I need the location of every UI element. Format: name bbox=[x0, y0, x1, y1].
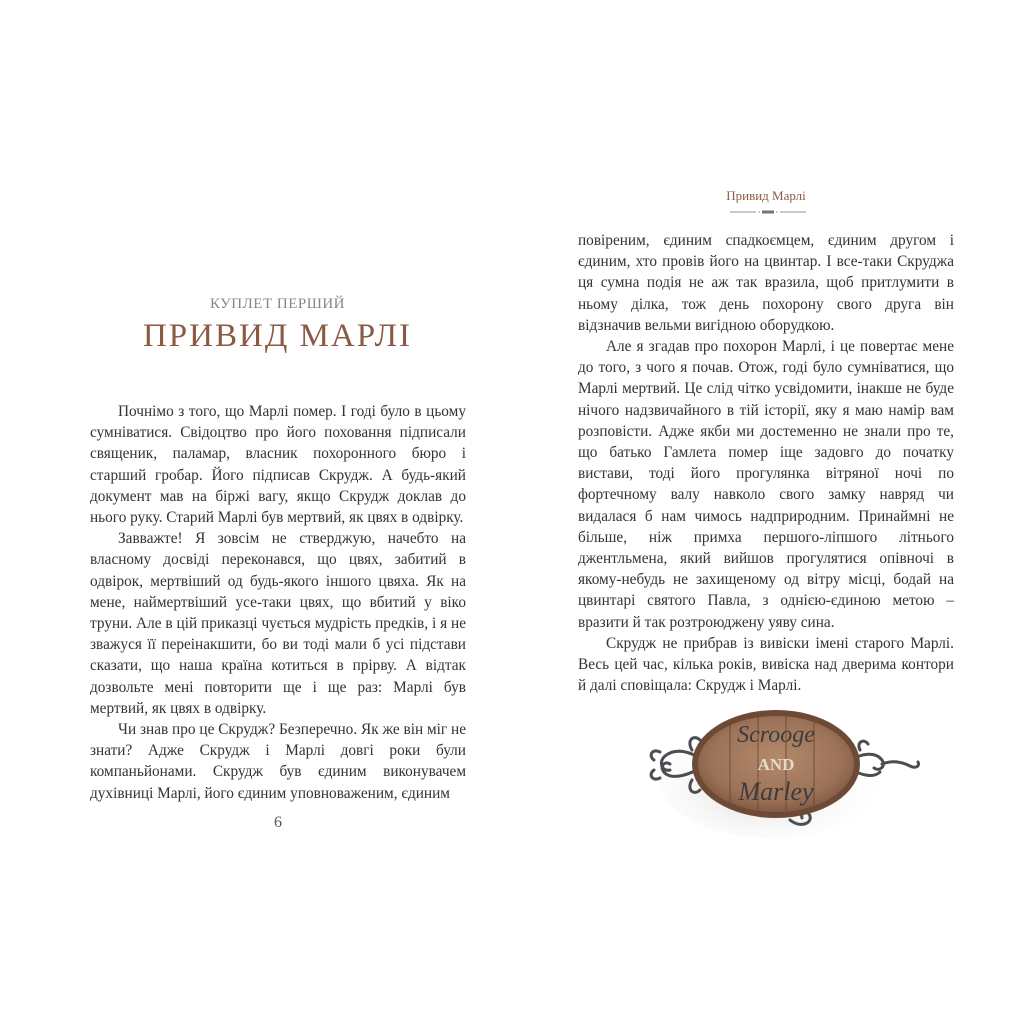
left-page-body bbox=[90, 401, 466, 804]
chapter-title: ПРИВИД МАРЛІ bbox=[142, 318, 413, 354]
paragraph: Скрудж не прибрав із вивіски імені старого Марлі. Весь цей час, кілька років, вивіска над дверима контори й далі сповіщала: Скрудж і Марлі. bbox=[578, 634, 954, 695]
paragraph: Чи знав про це Скрудж? Безперечно. Як же він міг не знати? Адже Скрудж і Марлі довгі роки були компаньйонами. Скрудж був єдиним виконувачем духівниці Марлі, його єдиним уповноваженим, єдиним bbox=[90, 721, 466, 802]
divider-ornament-icon bbox=[728, 208, 808, 216]
page-number: 6 bbox=[274, 814, 282, 831]
sign-line-2: AND bbox=[757, 755, 795, 774]
sign-line-3: Marley bbox=[738, 777, 814, 806]
running-head: Привид Марлі bbox=[726, 188, 806, 203]
right-page bbox=[512, 0, 1024, 1024]
scrooge-and-marley-sign-icon bbox=[630, 690, 930, 840]
paragraph: Почнімо з того, що Марлі помер. І годі було в цьому сумніватися. Свідоцтво про його поховання підписали священик, паламар, власник похоронного бюро і старший гробар. Його підписав Скрудж. А будь-який документ мав на біржі вагу, якщо Скрудж доклав до нього руку. Старий Марлі був мертвий, як цвях в одвірку. bbox=[90, 403, 466, 527]
paragraph-continuation: повіреним, єдиним спадкоємцем, єдиним другом і єдиним, хто провів його на цвинтар. І все-таки Скруджа ця сумна подія не аж так вразила, щоб притлумити в ньому ділка, тож день похорону свого друга він відзначив вельми вигідною оборудкою. bbox=[578, 232, 954, 334]
sign-line-1: Scrooge bbox=[737, 722, 815, 748]
chapter-label: КУПЛЕТ ПЕРШИЙ bbox=[209, 296, 346, 312]
paragraph: Завважте! Я зовсім не стверджую, начебто на власному досвіді переконався, що цвях, забитий в одвірок, мертвіший од будь-якого іншого цвяха. Як на мене, наймертвіший усе-таки цвях, що вбитий у віко труни. Але в цій приказці чується мудрість предків, і я не зважуся її переінакшити, бо ви тоді мали б усі підстави сказати, що наша країна котиться в прірву. А відтак дозвольте мені повторити ще і ще раз: Марлі був мертвий, як цвях в одвірку. bbox=[90, 530, 466, 717]
right-page-body bbox=[578, 230, 954, 696]
paragraph: Але я згадав про похорон Марлі, і це повертає мене до того, з чого я почав. Отож, годі було сумніватися, що Марлі мертвий. Це слід чітко усвідомити, інакше не буде нічого надзвичайного в тій історії, яку я маю намір вам розповісти. Адже якби ми достеменно не знали про те, що батько Гамлета помер іще задовго до початку вистави, тоді його прогулянка вітряної ночі по фортечному валу навколо свого замку навряд чи видалася б нам чимось надприродним. Принаймні не більше, ніж примха першого-ліпшого літнього джентльмена, який вийшов прогулятися опівночі в якому-небудь не захищеному од вітру місці, бодай на цвинтарі святого Павла, з однією-єдиною метою – вразити й так розтроюджену уяву сина. bbox=[578, 338, 954, 631]
